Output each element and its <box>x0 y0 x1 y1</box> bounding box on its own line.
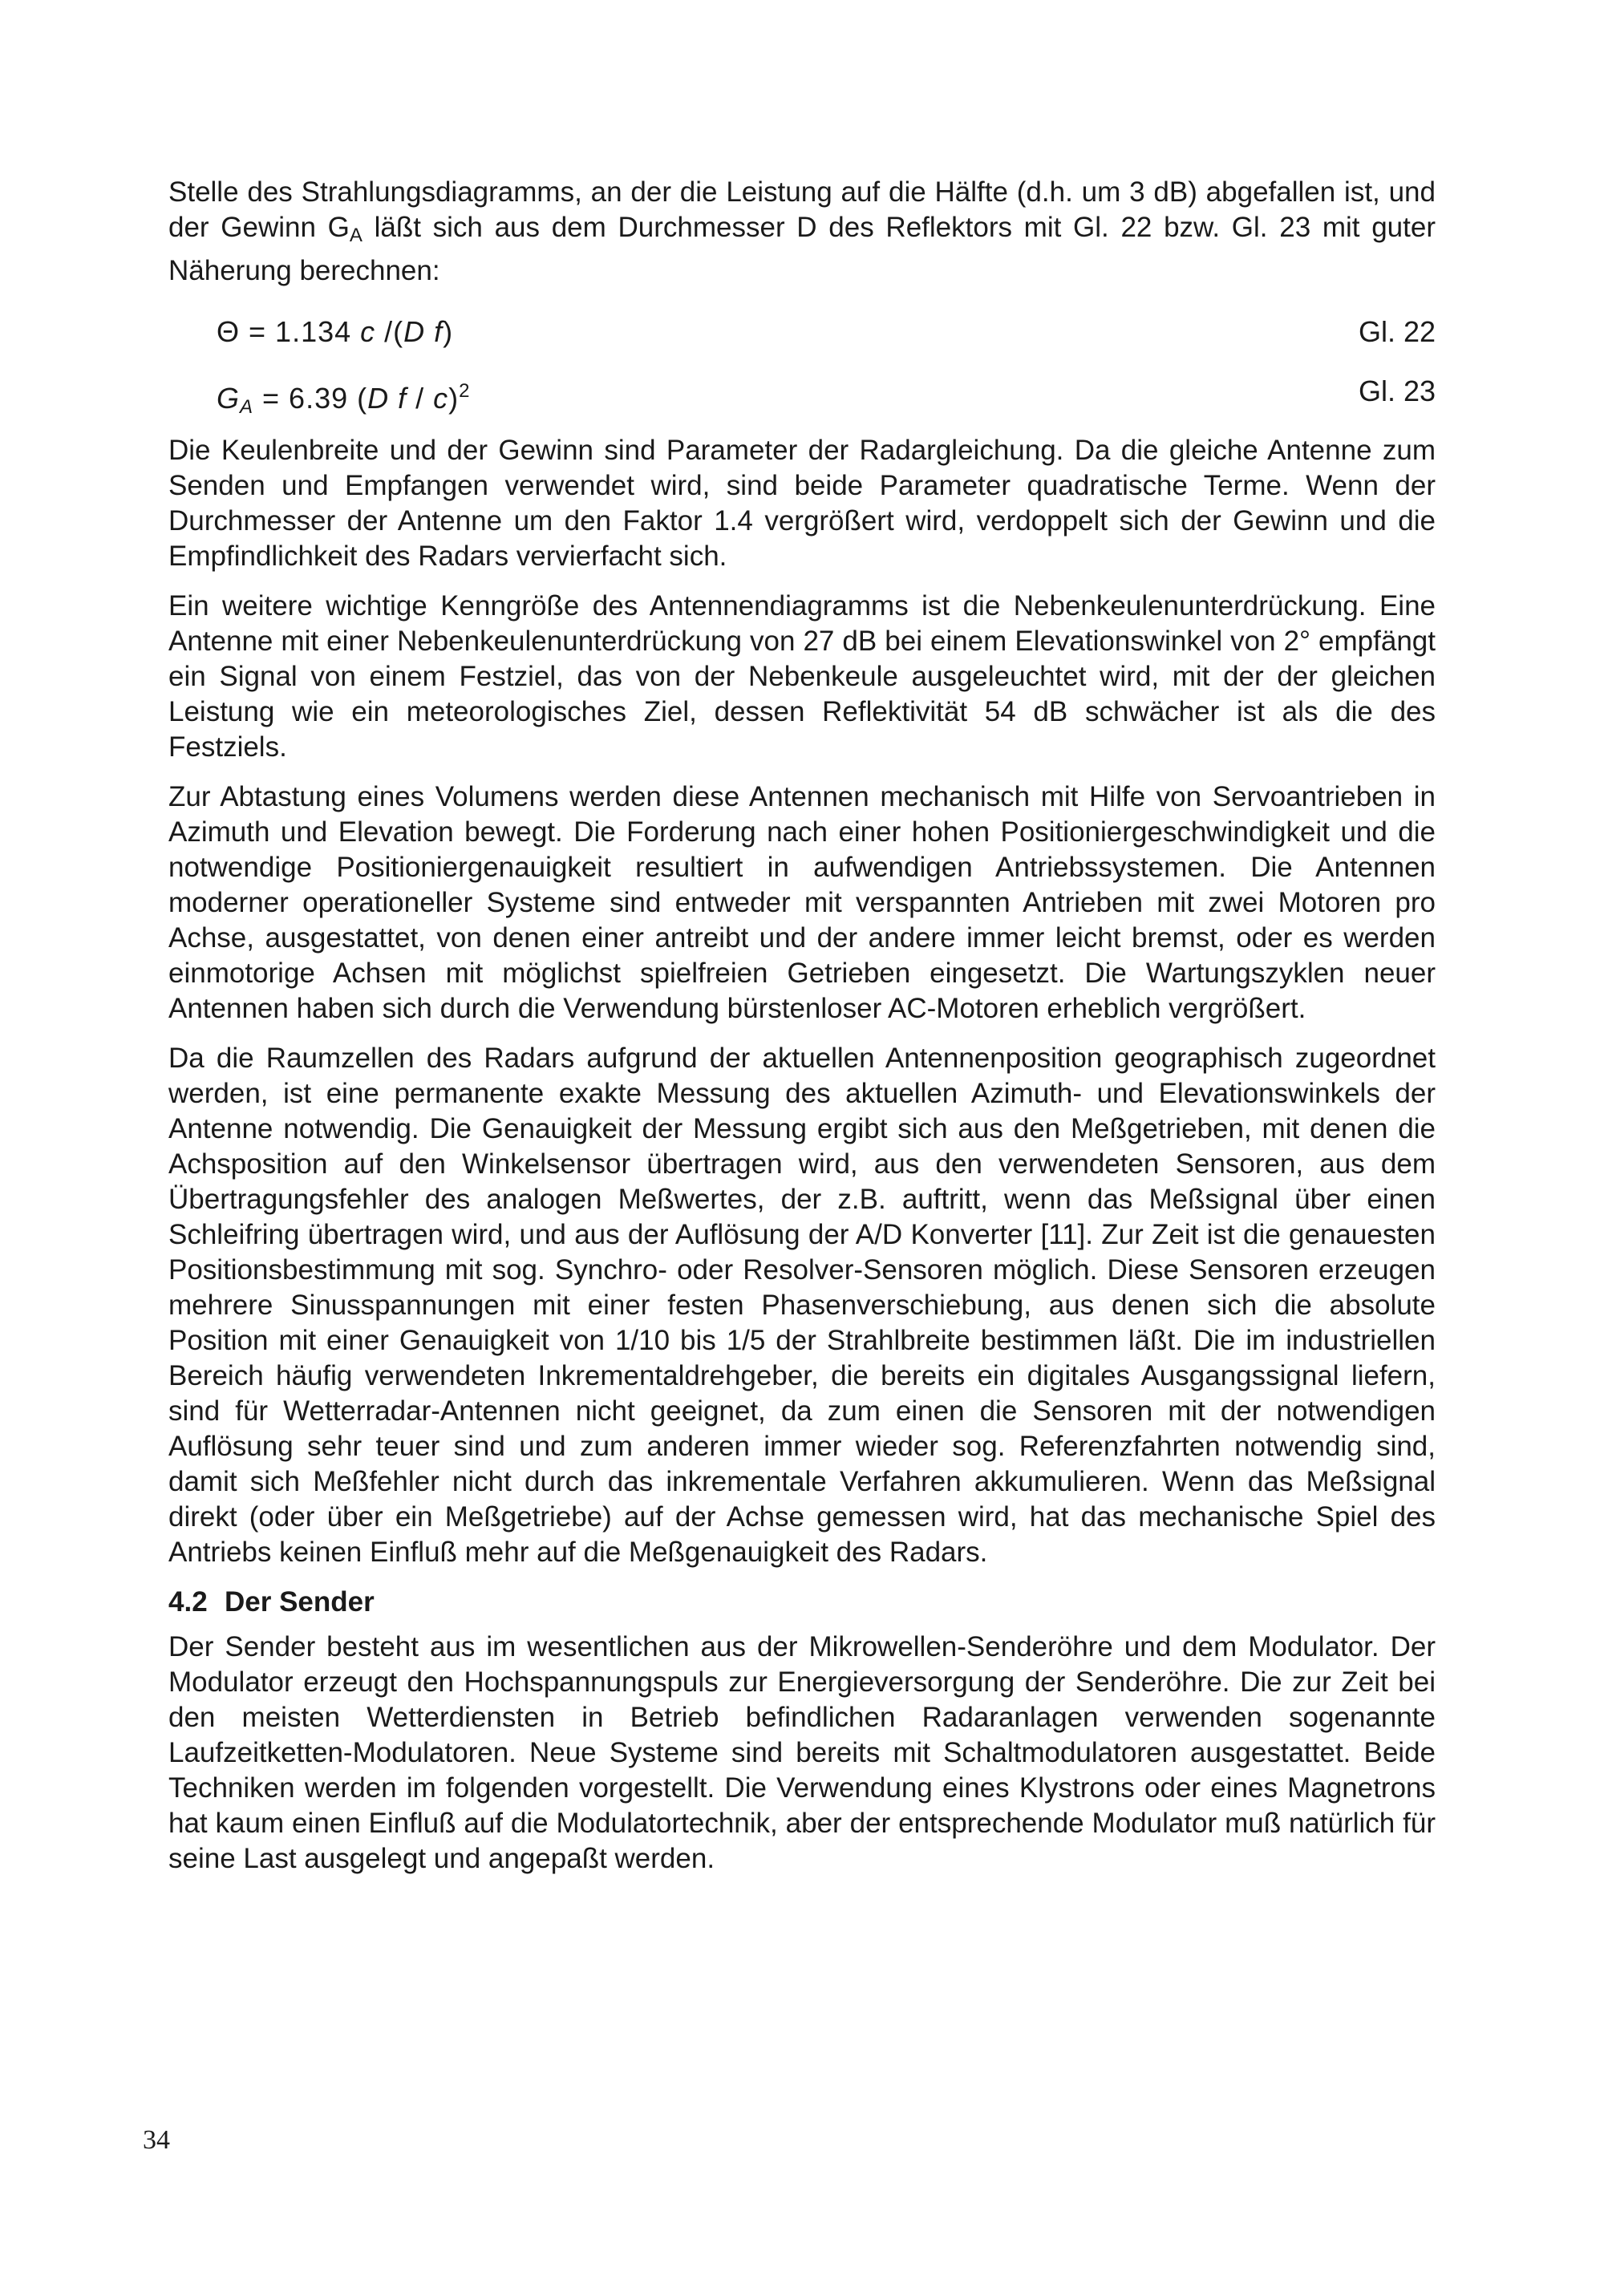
eq-symbol: f <box>389 382 407 415</box>
equation-22-label: Gl. 22 <box>1358 315 1436 348</box>
paragraph-text: Stelle des Strahlungsdiagramms, an der die Leistung auf die Hälfte (d.h. um 3 dB) abgefallen ist, und der Gewinn G <box>168 176 1436 243</box>
eq-text: = 1.134 <box>240 315 361 348</box>
paragraph-beam-gain-intro <box>168 175 1436 289</box>
paragraph-sidelobe-suppression: Ein weitere wichtige Kenngröße des Antennendiagramms ist die Nebenkeulenunterdrückung. Eine Antenne mit einer Nebenkeulenunterdrückung von 27 dB bei einem Elevationswinkel von 2° empfängt ein Signal von einem Festziel, das von der Nebenkeule ausgeleuchtet wird, mit der der gleichen Leistung wie ein meteorologisches Ziel, dessen Reflektivität 54 dB schwächer ist als die des Festziels. <box>168 590 1436 763</box>
eq-symbol: f <box>425 315 444 348</box>
eq-text: / <box>407 382 434 415</box>
equation-23 <box>168 362 1436 422</box>
eq-text: ) <box>443 315 454 348</box>
paragraph-position-measurement: Da die Raumzellen des Radars aufgrund der aktuellen Antennenposition geographisch zugeordnet werden, ist eine permanente exakte Messung des aktuellen Azimuth- und Elevationswinkels der Antenne notwendig. Die Genauigkeit der Messung ergibt sich aus den Meßgetrieben, mit denen die Achsposition auf den Winkelsensor übertragen wird, aus den verwendeten Sensoren, aus dem Übertragungsfehler des analogen Meßwertes, der z.B. auftritt, wenn das Meßsignal über einen Schleifring übertragen wird, und aus der Auflösung der A/D Konverter [11]. Zur Zeit ist die genauesten Positionsbestimmung mit sog. Synchro- oder Resolver-Sensoren möglich. Diese Sensoren erzeugen mehrere Sinusspannungen mit einer festen Phasenverschiebung, aus denen sich die absolute Position mit einer Genauigkeit von 1/10 bis 1/5 der Strahlbreite bestimmen läßt. Die im industriellen Bereich häufig verwendeten Inkrementaldrehgeber, die bereits ein digitales Ausgangssignal liefern, sind für Wetterradar-Antennen nicht geeignet, da zum einen die Sensoren mit der notwendigen Auflösung sehr teuer sind und zum anderen immer wieder sog. Referenzfahrten notwendig sind, damit sich Meßfehler nicht durch das inkrementale Verfahren akkumulieren. Wenn das Meßsignal direkt (oder über ein Meßgetriebe) auf der Achse gemessen wird, hat das mechanische Spiel des Antriebs keinen Einfluß mehr auf die Meßgenauigkeit des Radars. <box>168 1043 1436 1568</box>
eq-symbol: c <box>433 382 449 415</box>
equation-22 <box>168 303 1436 362</box>
equation-22-formula <box>217 313 453 351</box>
paragraph-transmitter: Der Sender besteht aus im wesentlichen aus der Mikrowellen-Senderöhre und dem Modulator. Der Modulator erzeugt den Hochspannungspuls zur Energieversorgung der Senderöhre. Die zur Zeit bei den meisten Wetterdiensten in Betrieb befindlichen Radaranlagen verwenden sogenannte Laufzeitketten-Modulatoren. Neue Systeme sind bereits mit Schaltmodulatoren ausgestattet. Beide Techniken werden im folgenden vorgestellt. Die Verwendung eines Klystrons oder eines Magnetrons hat kaum einen Einfluß auf die Modulatortechnik, aber der entsprechende Modulator muß natürlich für seine Last ausgelegt und angepaßt werden. <box>168 1631 1436 1874</box>
eq-text: = 6.39 ( <box>253 382 368 415</box>
page-content <box>168 175 1436 1891</box>
equation-23-label: Gl. 23 <box>1358 375 1436 407</box>
eq-symbol: Θ <box>217 315 241 348</box>
eq-symbol: c <box>360 315 376 348</box>
page-number: 34 <box>143 2125 170 2155</box>
section-number: 4.2 <box>168 1586 208 1618</box>
eq-symbol: D <box>403 315 426 348</box>
section-title: Der Sender <box>225 1586 375 1618</box>
paragraph-text: läßt sich aus dem Durchmesser D des Reflektors mit Gl. 22 bzw. Gl. 23 mit guter Näherung berechnen: <box>168 212 1436 286</box>
eq-exponent: 2 <box>459 380 471 402</box>
eq-subscript: A <box>240 396 254 418</box>
eq-text: /( <box>375 315 404 348</box>
paragraph-radar-equation: Die Keulenbreite und der Gewinn sind Parameter der Radargleichung. Da die gleiche Antenne zum Senden und Empfangen verwendet wird, sind beide Parameter quadratische Terme. Wenn der Durchmesser der Antenne um den Faktor 1.4 vergrößert wird, verdoppelt sich der Gewinn und die Empfindlichkeit des Radars vervierfacht sich. <box>168 435 1436 572</box>
subscript: A <box>349 225 363 246</box>
equation-23-formula <box>217 372 471 427</box>
eq-symbol: D <box>367 382 390 415</box>
section-heading <box>168 1585 1436 1620</box>
eq-text: ) <box>448 382 460 415</box>
paragraph-servo-drives: Zur Abtastung eines Volumens werden diese Antennen mechanisch mit Hilfe von Servoantrieben in Azimuth und Elevation bewegt. Die Forderung nach einer hohen Positioniergeschwindigkeit und die notwendige Positioniergenauigkeit resultiert in aufwendigen Antriebssystemen. Die Antennen moderner operationeller Systeme sind entweder mit verspannten Antrieben mit zwei Motoren pro Achse, ausgestattet, von denen einer antreibt und der andere immer leicht bremst, oder es werden einmotorige Achsen mit möglichst spielfreien Getrieben eingesetzt. Die Wartungszyklen neuer Antennen haben sich durch die Verwendung bürstenloser AC-Motoren erheblich vergrößert. <box>168 781 1436 1024</box>
eq-symbol: G <box>217 382 241 415</box>
